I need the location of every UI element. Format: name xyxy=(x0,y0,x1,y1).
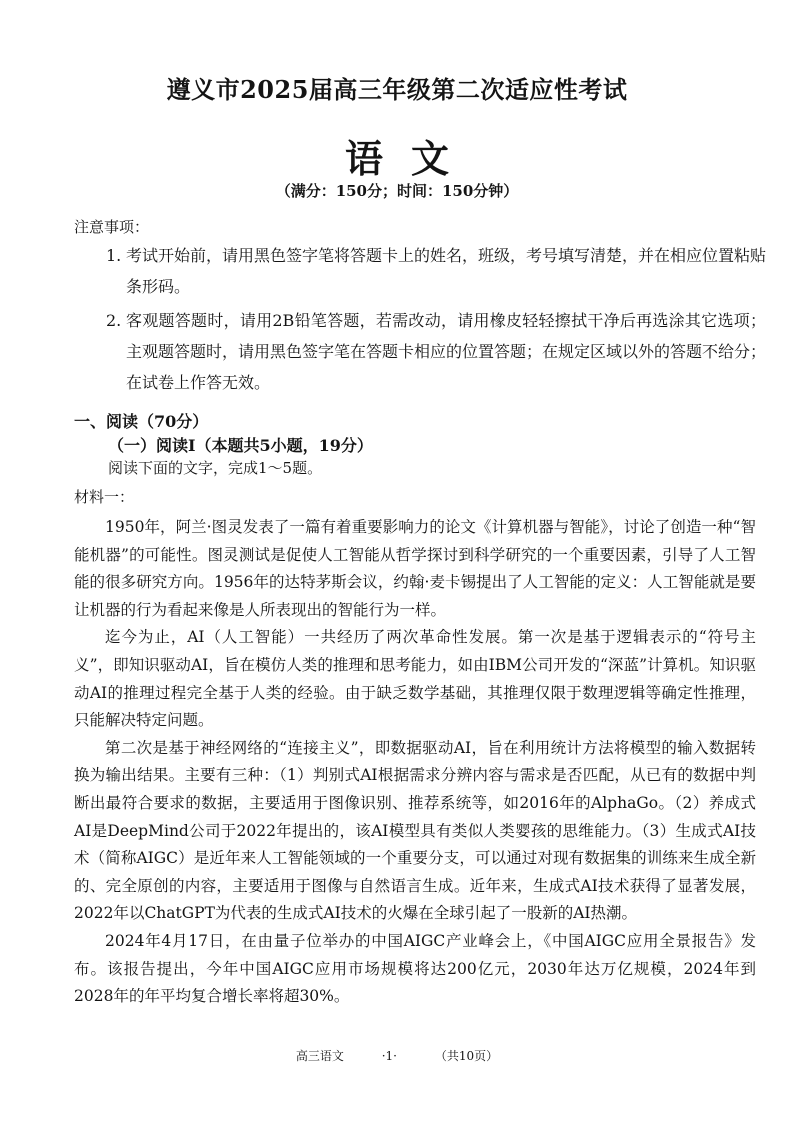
notice-text: 考试开始前，请用黑色签字笔将答题卡上的姓名，班级，考号填写清楚，并在相应位置粘贴条形码。 xyxy=(126,246,767,296)
exam-meta: （满分：150分；时间：150分钟） xyxy=(275,182,519,200)
material-paragraph: 第二次是基于神经网络的“连接主义”，即数据驱动AI，旨在利用统计方法将模型的输入数据转换为输出结果。主要有三种：（1）判别式AI根据需求分辨内容与需求是否匹配，从已有的数据中判断出最符合要求的数据，主要适用于图像识别、推荐系统等，如2016年的AlphaGo。（2）养成式AI是DeepMind公司于2022年提出的，该AI模型具有类似人类婴孩的思维能力。（3）生成式AI技术（简称AIGC）是近年来人工智能领域的一个重要分支，可以通过对现有数据集的训练来生成全新的、完全原创的内容，主要适用于图像与自然语言生成。近年来，生成式AI技术获得了显著发展，2022年以ChatGPT为代表的生成式AI技术的火爆在全球引起了一股新的AI热潮。 xyxy=(74,738,756,923)
notice-number: 2. xyxy=(106,311,122,330)
footer-total-pages: （共10页） xyxy=(434,1049,499,1063)
notice-item xyxy=(106,240,766,302)
notice-item xyxy=(106,305,766,398)
footer-subject: 高三语文 xyxy=(295,1049,344,1063)
section-instruction: 阅读下面的文字，完成1～5题。 xyxy=(108,459,323,477)
section-subtitle: （一）阅读Ⅰ（本题共5小题，19分） xyxy=(108,436,373,455)
notice-heading: 注意事项： xyxy=(74,218,150,236)
section-title: 一、阅读（70分） xyxy=(74,412,209,431)
notice-text: 客观题答题时，请用2B铅笔答题，若需改动，请用橡皮轻轻擦拭干净后再选涂其它选项；主观题答题时，请用黑色签字笔在答题卡相应的位置答题；在规定区域以外的答题不给分；在试卷上作答无效。 xyxy=(126,311,767,392)
notice-list xyxy=(106,240,766,401)
footer-page-number: ·1· xyxy=(381,1049,397,1063)
material-body xyxy=(74,514,756,1011)
exam-title: 遵义市2025届高三年级第二次适应性考试 xyxy=(166,75,628,104)
page-footer xyxy=(0,1047,794,1064)
material-paragraph: 2024年4月17日，在由量子位举办的中国AIGC产业峰会上，《中国AIGC应用全景报告》发布。该报告提出，今年中国AIGC应用市场规模将达200亿元，2030年达万亿规模，2024年到2028年的年平均复合增长率将超30%。 xyxy=(74,931,756,1006)
subject-title: 语文 xyxy=(344,136,477,181)
material-label: 材料一： xyxy=(74,488,135,506)
material-paragraph: 迄今为止，AI（人工智能）一共经历了两次革命性发展。第一次是基于逻辑表示的“符号主义”，即知识驱动AI，旨在模仿人类的推理和思考能力，如由IBM公司开发的“深蓝”计算机。知识驱动AI的推理过程完全基于人类的经验。由于缺乏数学基础，其推理仅限于数理逻辑等确定性推理，只能解决特定问题。 xyxy=(74,628,756,730)
notice-number: 1. xyxy=(106,246,122,265)
material-paragraph: 1950年，阿兰·图灵发表了一篇有着重要影响力的论文《计算机器与智能》，讨论了创造一种“智能机器”的可能性。图灵测试是促使人工智能从哲学探讨到科学研究的一个重要因素，引导了人工智能的很多研究方向。1956年的达特茅斯会议，约翰·麦卡锡提出了人工智能的定义：人工智能就是要让机器的行为看起来像是人所表现出的智能行为一样。 xyxy=(74,518,756,619)
